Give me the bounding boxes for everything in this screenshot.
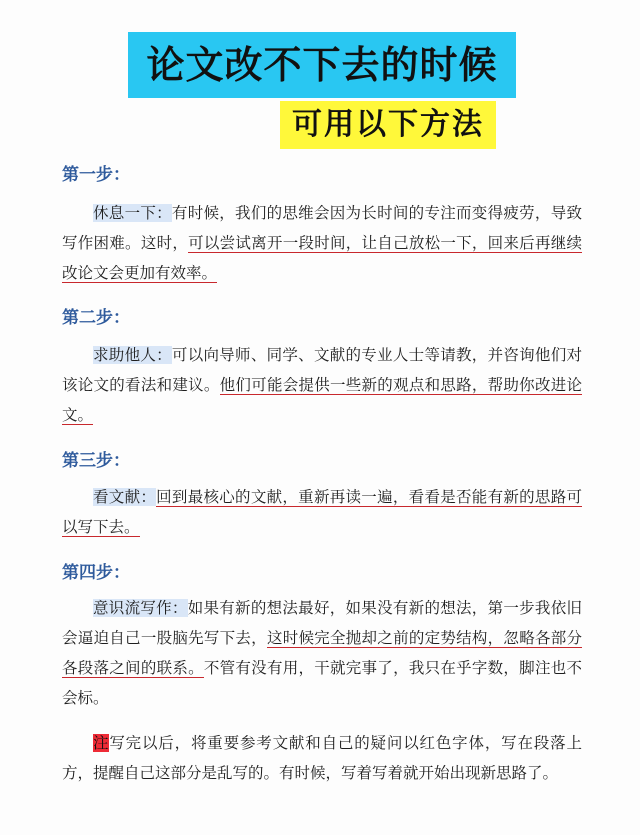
step-3-paragraph	[62, 482, 582, 542]
page-title: 论文改不下去的时候	[146, 43, 498, 87]
page-subtitle: 可用以下方法	[292, 107, 484, 142]
step-4-text: 如果有新的想法最好，如果没有新的想法，第一步我依旧会逼迫自己一股脑先写下去，	[62, 599, 582, 647]
step-4-label: 第四步：	[62, 563, 130, 583]
step-1-keyword: 休息一下：	[93, 204, 172, 222]
step-2-label: 第二步：	[62, 308, 130, 328]
step-2-paragraph	[62, 340, 582, 430]
step-1-underlined: 可以尝试离开一段时间，让自己放松一下，回来后再继续改论文会更加有效率。	[62, 234, 582, 282]
step-4-paragraph	[62, 593, 582, 713]
step-3-label: 第三步：	[62, 451, 130, 471]
step-2-keyword: 求助他人：	[93, 346, 172, 364]
note-text: 写完以后，将重要参考文献和自己的疑问以红色字体，写在段落上方，提醒自己这部分是乱写的。有时候，写着写着就开始出现新思路了。	[62, 734, 582, 782]
note-mark: 注	[93, 734, 110, 752]
step-1-label: 第一步：	[62, 165, 130, 185]
step-2-text: 可以向导师、同学、文献的专业人士等请教，并咨询他们对该论文的看法和建议。	[62, 346, 582, 394]
step-1-paragraph	[62, 198, 582, 288]
step-3-underlined: 回到最核心的文献，重新再读一遍，看看是否能有新的思路可以写下去。	[62, 488, 582, 536]
step-2-underlined: 他们可能会提供一些新的观点和思路，帮助你改进论文。	[62, 376, 582, 424]
step-3-keyword: 看文献：	[93, 488, 157, 506]
note-paragraph	[62, 728, 582, 788]
step-4-text-after: 不管有没有用，干就完事了，我只在乎字数，脚注也不会标。	[62, 659, 582, 707]
title-banner	[128, 32, 516, 98]
step-4-keyword: 意识流写作：	[93, 599, 188, 617]
step-4-underlined: 这时候完全抛却之前的定势结构，忽略各部分各段落之间的联系。	[62, 629, 582, 677]
step-1-text: 有时候，我们的思维会因为长时间的专注而变得疲劳，导致写作困难。这时，	[62, 204, 582, 252]
subtitle-banner	[280, 101, 496, 149]
